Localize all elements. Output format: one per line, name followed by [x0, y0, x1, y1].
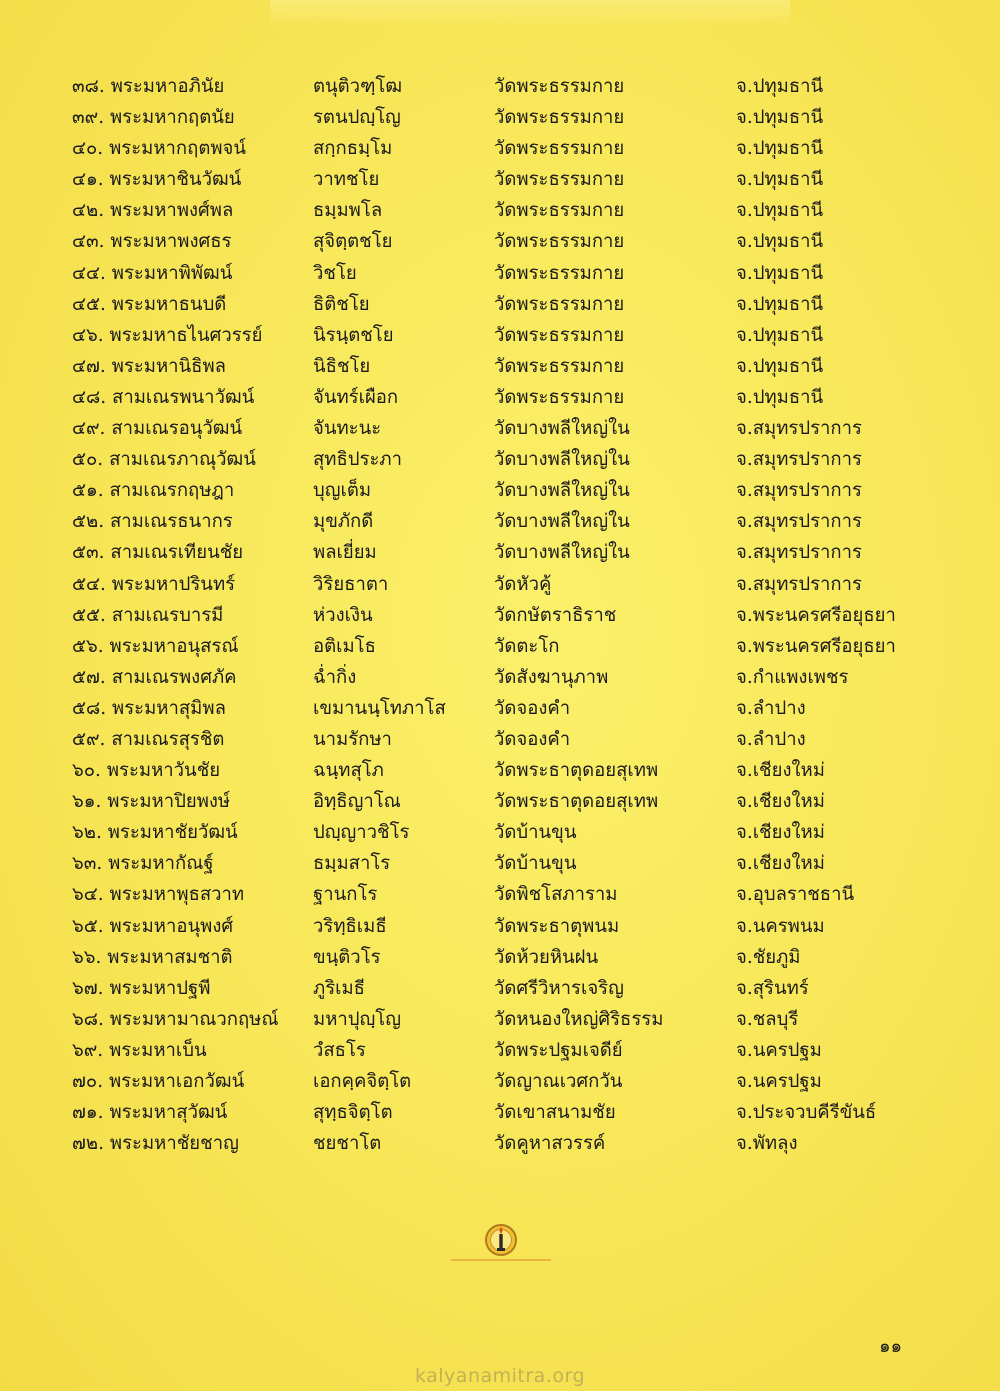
list-item	[0, 662, 1000, 693]
entry-temple: วัดพระธรรมกาย	[494, 231, 625, 253]
entry-temple: วัดตะโก	[494, 635, 560, 657]
entry-temple: วัดพระธรรมกาย	[494, 355, 625, 377]
entry-number: ๖๖.	[72, 946, 102, 968]
list-item	[0, 693, 1000, 724]
entry-monastic-title: ฉ่ำกิ่ง	[313, 666, 357, 688]
entry-name: พระมหาสุมิพล	[112, 697, 226, 719]
entry-name: สามเณรพนาวัฒน์	[112, 386, 255, 408]
entry-temple: วัดพระธรรมกาย	[494, 324, 625, 346]
entry-temple: วัดบางพลีใหญ่ใน	[494, 418, 630, 440]
entry-province: จ.ปทุมธานี	[736, 262, 824, 284]
entry-number-name	[72, 911, 233, 942]
entry-temple: วัดพระธาตุดอยสุเทพ	[494, 760, 659, 782]
entry-number: ๔๓.	[72, 231, 105, 253]
entry-number-name	[72, 1128, 239, 1159]
entry-name: พระมหาชินวัฒน์	[109, 169, 242, 191]
entry-temple: วัดบ้านขุน	[494, 822, 577, 844]
list-item	[0, 164, 1000, 195]
entry-province: จ.ชัยภูมิ	[736, 946, 801, 968]
entry-province: จ.เชียงใหม่	[736, 760, 825, 782]
entry-province: จ.กำแพงเพชร	[736, 666, 849, 688]
entry-temple: วัดพระธรรมกาย	[494, 76, 625, 97]
entry-province: จ.ชลบุรี	[736, 1008, 799, 1030]
entry-temple: วัดห้วยหินฝน	[494, 946, 599, 968]
entry-temple: วัดบางพลีใหญ่ใน	[494, 542, 630, 564]
entry-province: จ.ปทุมธานี	[736, 293, 824, 315]
entry-temple: วัดกษัตราธิราช	[494, 604, 617, 626]
list-item	[0, 320, 1000, 351]
entry-monastic-title: วํสธโร	[313, 1039, 366, 1061]
list-item	[0, 444, 1000, 475]
entry-temple: วัดจองคำ	[494, 728, 571, 750]
entry-name: พระมหากฤตนัย	[109, 107, 235, 129]
entry-temple: วัดพระธรรมกาย	[494, 293, 625, 315]
list-item	[0, 351, 1000, 382]
entry-name: พระมหามาณวกฤษณ์	[109, 1008, 279, 1030]
list-item	[0, 942, 1000, 973]
entry-name: พระมหาชัยวัฒน์	[107, 822, 238, 844]
entry-monastic-title: ขนฺติวโร	[313, 946, 381, 968]
entry-number: ๖๗.	[72, 977, 104, 999]
list-item	[0, 569, 1000, 600]
entry-number-name	[72, 537, 243, 568]
entry-name: สามเณรพงศภัค	[111, 666, 237, 688]
entry-number-name	[72, 662, 237, 693]
entry-monastic-title: สกฺกธมฺโม	[313, 138, 393, 160]
entry-province: จ.ลำปาง	[736, 697, 806, 719]
entry-monastic-title: พลเยี่ยม	[313, 542, 377, 564]
entry-name: พระมหาพุธสวาท	[109, 884, 245, 906]
entry-temple: วัดญาณเวศกวัน	[494, 1071, 623, 1092]
entry-temple: วัดบ้านขุน	[494, 853, 577, 875]
entry-temple: วัดสังฆานุภาพ	[494, 666, 609, 688]
entry-name: พระมหาอนุพงศ์	[109, 915, 234, 937]
entry-number: ๕๒.	[72, 511, 105, 533]
entry-name: พระมหาอนุสรณ์	[109, 635, 239, 657]
entry-province: จ.ปทุมธานี	[736, 324, 824, 346]
entry-province: จ.ประจวบคีรีขันธ์	[736, 1102, 877, 1124]
entry-number-name	[72, 133, 246, 164]
entry-name: สามเณรสุรชิต	[111, 728, 225, 750]
entry-monastic-title: สุทธิประภา	[313, 449, 402, 471]
entry-name: พระมหาพิพัฒน์	[111, 262, 233, 284]
list-item	[0, 537, 1000, 568]
entry-number-name	[72, 102, 235, 133]
entry-number: ๕๐.	[72, 449, 104, 471]
list-item	[0, 1097, 1000, 1128]
entry-temple: วัดพระธรรมกาย	[494, 138, 625, 160]
list-item	[0, 195, 1000, 226]
watermark: kalyanamitra.org	[414, 1365, 586, 1387]
list-item	[0, 848, 1000, 879]
entry-name: สามเณรบารมี	[111, 604, 224, 626]
top-decoration-band	[270, 0, 790, 28]
entry-monastic-title: ฐานกโร	[313, 884, 378, 906]
entry-number-name	[72, 879, 244, 910]
list-item	[0, 786, 1000, 817]
entry-temple: วัดบางพลีใหญ่ใน	[494, 449, 630, 471]
entry-name: พระมหาพงศธร	[110, 231, 232, 253]
entry-monastic-title: ปญฺญาวชิโร	[313, 822, 410, 844]
entry-name: พระมหาอภินัย	[110, 76, 225, 97]
list-item	[0, 911, 1000, 942]
entry-name: สามเณรภาณุวัฒน์	[109, 449, 256, 471]
entry-number-name	[72, 413, 242, 444]
entry-number-name	[72, 289, 226, 320]
entry-number: ๕๓.	[72, 542, 105, 564]
entry-number-name	[72, 506, 233, 537]
entry-number: ๔๑.	[72, 169, 104, 191]
entry-number-name	[72, 164, 241, 195]
entry-monastic-title: วิชโย	[313, 262, 357, 284]
entry-temple: วัดคูหาสวรรค์	[494, 1133, 606, 1155]
entry-number: ๕๗.	[72, 666, 106, 688]
entry-number: ๖๙.	[72, 1039, 104, 1061]
entry-name: พระมหาเบ็น	[109, 1039, 207, 1061]
entry-name: พระมหาธไนศวรรย์	[109, 324, 263, 346]
entry-number-name	[72, 786, 230, 817]
list-item	[0, 413, 1000, 444]
entry-name: พระมหาเอกวัฒน์	[108, 1071, 245, 1092]
entry-name: พระมหาธนบดี	[111, 293, 227, 315]
entry-name: สามเณรธนากร	[109, 511, 233, 533]
entry-temple: วัดพระธรรมกาย	[494, 386, 625, 408]
entry-province: จ.พระนครศรีอยุธยา	[736, 604, 896, 626]
entry-temple: วัดจองคำ	[494, 697, 571, 719]
entry-province: จ.เชียงใหม่	[736, 853, 825, 875]
entry-province: จ.สมุทรปราการ	[736, 573, 862, 595]
entry-province: จ.อุบลราชธานี	[736, 884, 855, 906]
list-item	[0, 879, 1000, 910]
entry-name: พระมหาพงศ์พล	[109, 200, 234, 222]
list-item	[0, 258, 1000, 289]
entry-number-name	[72, 1035, 207, 1066]
entry-name: พระมหาปฐพี	[109, 977, 211, 999]
entry-monastic-title: วริทฺธิเมธี	[313, 915, 387, 937]
entry-monastic-title: บุญเต็ม	[313, 480, 372, 502]
entry-number: ๗๑.	[72, 1102, 104, 1124]
entry-number-name	[72, 351, 226, 382]
entry-number-name	[72, 1004, 279, 1035]
entry-monastic-title: สุทฺธจิตฺโต	[313, 1102, 393, 1124]
entry-monastic-title: ภูริเมธี	[313, 977, 365, 999]
list-item	[0, 71, 1000, 102]
entry-monastic-title: เขมานนฺโทภาโส	[313, 697, 446, 719]
entry-number-name	[72, 942, 233, 973]
entry-monastic-title: ตนุติวฑฺโฒ	[313, 76, 403, 97]
list-item	[0, 1004, 1000, 1035]
entry-number: ๖๒.	[72, 822, 102, 844]
entry-number: ๔๙.	[72, 418, 106, 440]
entry-monastic-title: สุจิตฺตชโย	[313, 231, 393, 253]
entry-monastic-title: มหาปุญฺโญ	[313, 1008, 401, 1030]
list-item	[0, 382, 1000, 413]
entry-temple: วัดพิชโสภาราม	[494, 884, 618, 906]
entry-number: ๖๓.	[72, 853, 103, 875]
entry-number-name	[72, 475, 234, 506]
entry-temple: วัดพระธรรมกาย	[494, 200, 625, 222]
entry-number-name	[72, 724, 224, 755]
entry-number: ๓๙.	[72, 107, 105, 129]
entry-number: ๖๘.	[72, 1008, 104, 1030]
list-item	[0, 817, 1000, 848]
entry-number-name	[72, 1097, 227, 1128]
entry-province: จ.ปทุมธานี	[736, 386, 824, 408]
entry-province: จ.เชียงใหม่	[736, 822, 825, 844]
list-item	[0, 631, 1000, 662]
list-item	[0, 289, 1000, 320]
entry-number-name	[72, 320, 262, 351]
list-item	[0, 973, 1000, 1004]
list-item	[0, 600, 1000, 631]
entry-temple: วัดพระธรรมกาย	[494, 107, 625, 129]
entry-monastic-title: อิทฺธิญาโณ	[313, 791, 401, 813]
entry-number-name	[72, 195, 233, 226]
entry-monastic-title: ห่วงเงิน	[313, 604, 373, 626]
entry-number: ๖๑.	[72, 791, 102, 813]
entry-number: ๔๗.	[72, 355, 106, 377]
entry-name: สามเณรเทียนชัย	[110, 542, 244, 564]
entry-monastic-title: ธมฺมพโล	[313, 200, 383, 222]
entry-temple: วัดบางพลีใหญ่ใน	[494, 511, 630, 533]
entry-province: จ.เชียงใหม่	[736, 791, 825, 813]
entry-province: จ.ปทุมธานี	[736, 200, 824, 222]
entry-name: พระมหาปรินทร์	[111, 573, 236, 595]
entry-number: ๖๐.	[72, 760, 101, 782]
entry-number-name	[72, 258, 232, 289]
entry-province: จ.สมุทรปราการ	[736, 449, 862, 471]
entry-monastic-title: ธิติชโย	[313, 293, 370, 315]
list-item	[0, 475, 1000, 506]
entry-name: พระมหาวันชัย	[106, 760, 221, 782]
entry-province: จ.สมุทรปราการ	[736, 480, 862, 502]
entry-number-name	[72, 382, 254, 413]
entry-number-name	[72, 817, 238, 848]
entry-province: จ.นครปฐม	[736, 1071, 822, 1092]
entry-name: พระมหาสมชาติ	[107, 946, 233, 968]
entry-province: จ.ปทุมธานี	[736, 231, 824, 253]
entry-province: จ.พัทลุง	[736, 1133, 798, 1155]
entry-monastic-title: มุขภักดี	[313, 511, 374, 533]
entry-number: ๕๕.	[72, 604, 106, 626]
entry-monastic-title: ชยชาโต	[313, 1133, 382, 1155]
entry-number-name	[72, 1066, 244, 1097]
entry-temple: วัดพระธรรมกาย	[494, 169, 625, 191]
entry-monastic-title: นิธิชโย	[313, 355, 371, 377]
entry-number: ๕๔.	[72, 573, 106, 595]
entry-monastic-title: ฉนฺทสุโภ	[313, 760, 384, 782]
entry-number: ๕๙.	[72, 728, 106, 750]
entry-province: จ.สมุทรปราการ	[736, 418, 862, 440]
entry-number: ๕๑.	[72, 480, 104, 502]
entry-number: ๔๘.	[72, 386, 107, 408]
entry-province: จ.สุรินทร์	[736, 977, 809, 999]
entry-province: จ.ปทุมธานี	[736, 355, 824, 377]
entry-number: ๗๐.	[72, 1071, 104, 1092]
entry-number-name	[72, 755, 220, 786]
entry-number: ๔๐.	[72, 138, 104, 160]
list-item	[0, 226, 1000, 257]
entry-number: ๔๕.	[72, 293, 106, 315]
list-item	[0, 1035, 1000, 1066]
entry-name: พระมหาชัยชาญ	[109, 1133, 239, 1155]
entry-number-name	[72, 973, 210, 1004]
list-item	[0, 102, 1000, 133]
entry-name: พระมหานิธิพล	[111, 355, 227, 377]
entry-number: ๕๘.	[72, 697, 107, 719]
entry-province: จ.สมุทรปราการ	[736, 542, 862, 564]
entry-number: ๕๖.	[72, 635, 104, 657]
entry-monastic-title: ธมฺมสาโร	[313, 853, 391, 875]
entry-number: ๔๖.	[72, 324, 104, 346]
list-item	[0, 724, 1000, 755]
entry-province: จ.ปทุมธานี	[736, 107, 824, 129]
entry-monastic-title: รตนปญฺโญ	[313, 107, 401, 129]
entry-monastic-title: จันทร์เผือก	[313, 386, 399, 408]
entry-temple: วัดเขาสนามชัย	[494, 1102, 616, 1124]
list-item	[0, 133, 1000, 164]
entry-temple: วัดหัวคู้	[494, 573, 552, 595]
entry-number-name	[72, 848, 214, 879]
entry-temple: วัดพระปฐมเจดีย์	[494, 1039, 623, 1061]
entry-province: จ.นครปฐม	[736, 1039, 822, 1061]
entry-number-name	[72, 226, 231, 257]
lamp-emblem-icon	[451, 1220, 551, 1265]
entry-temple: วัดหนองใหญ่ศิริธรรม	[494, 1008, 664, 1030]
entry-monastic-title: นิรนฺตชโย	[313, 324, 394, 346]
entry-monastic-title: วิริยธาตา	[313, 573, 389, 595]
entry-province: จ.ปทุมธานี	[736, 169, 824, 191]
entry-number: ๖๕.	[72, 915, 104, 937]
entry-temple: วัดบางพลีใหญ่ใน	[494, 480, 630, 502]
list-item	[0, 1066, 1000, 1097]
entry-monastic-title: จันทะนะ	[313, 418, 382, 440]
entry-province: จ.ปทุมธานี	[736, 138, 824, 160]
entry-temple: วัดพระธาตุดอยสุเทพ	[494, 791, 659, 813]
entry-number-name	[72, 569, 235, 600]
entry-name: สามเณรอนุวัฒน์	[111, 418, 243, 440]
entry-monastic-title: นามรักษา	[313, 728, 392, 750]
entry-name: พระมหาสุวัฒน์	[109, 1102, 228, 1124]
entry-number-name	[72, 71, 224, 102]
entry-number: ๔๒.	[72, 200, 105, 222]
list-item	[0, 506, 1000, 537]
entry-number: ๓๘.	[72, 76, 105, 97]
list-item	[0, 755, 1000, 786]
entry-province: จ.พระนครศรีอยุธยา	[736, 635, 896, 657]
name-list	[0, 71, 1000, 1159]
entry-number: ๔๔.	[72, 262, 106, 284]
entry-number: ๗๒.	[72, 1133, 104, 1155]
entry-monastic-title: เอกคฺคจิตฺโต	[313, 1071, 412, 1092]
entry-name: พระมหาปิยพงษ์	[107, 791, 231, 813]
entry-name: พระมหากฤตพจน์	[109, 138, 247, 160]
entry-monastic-title: วาทชโย	[313, 169, 380, 191]
entry-province: จ.นครพนม	[736, 915, 825, 937]
entry-monastic-title: อติเมโธ	[313, 635, 376, 657]
page-number: ๑๑	[879, 1336, 902, 1357]
entry-name: พระมหากัณฐ์	[108, 853, 214, 875]
entry-temple: วัดศรีวิหารเจริญ	[494, 977, 624, 999]
entry-number-name	[72, 444, 256, 475]
entry-temple: วัดพระธาตุพนม	[494, 915, 620, 937]
entry-number: ๖๔.	[72, 884, 104, 906]
entry-temple: วัดพระธรรมกาย	[494, 262, 625, 284]
entry-number-name	[72, 693, 226, 724]
entry-province: จ.ลำปาง	[736, 728, 806, 750]
list-item	[0, 1128, 1000, 1159]
entry-province: จ.ปทุมธานี	[736, 76, 824, 97]
entry-number-name	[72, 600, 223, 631]
entry-name: สามเณรกฤษฎา	[109, 480, 235, 502]
entry-province: จ.สมุทรปราการ	[736, 511, 862, 533]
entry-number-name	[72, 631, 239, 662]
